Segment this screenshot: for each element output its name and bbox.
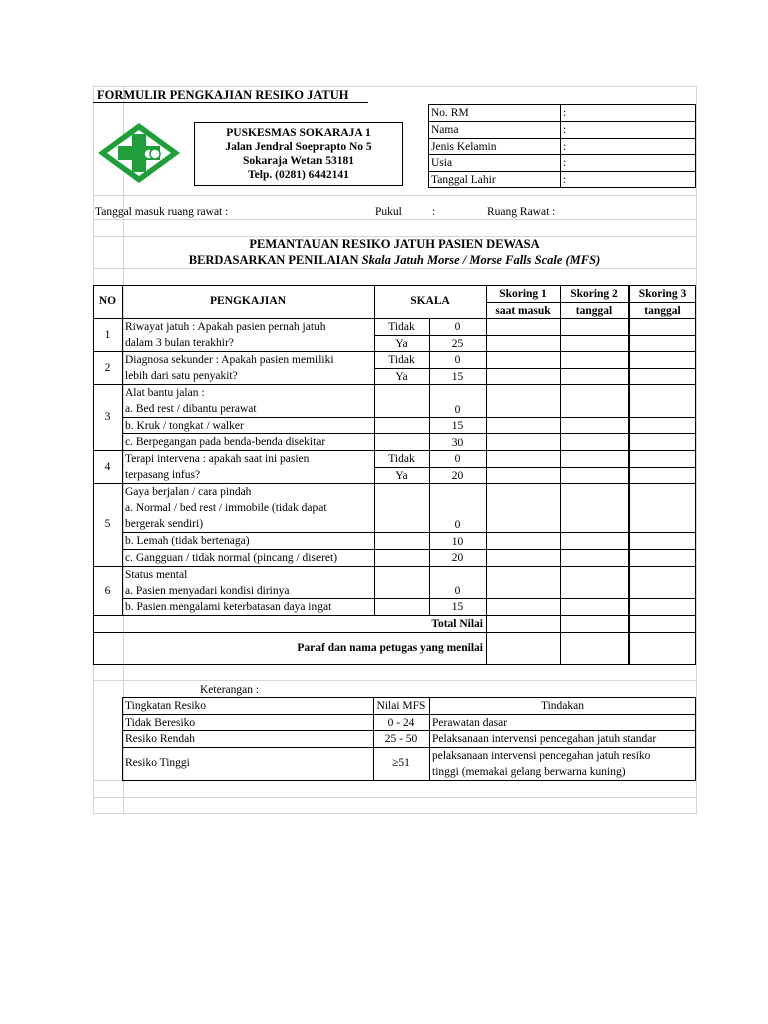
item-6-val-15: 15 xyxy=(451,601,464,613)
item-4-no: 4 xyxy=(104,461,111,473)
item-5-text-5: c. Gangguan / tidak normal (pincang / diseret) xyxy=(125,552,338,564)
field-label-no-rm: No. RM xyxy=(431,107,469,119)
legend-row-3-level: Resiko Tinggi xyxy=(125,757,190,769)
header-skoring-2: Skoring 2 xyxy=(570,288,618,300)
legend-row-2-level: Resiko Rendah xyxy=(125,733,195,745)
legend-header-level: Tingkatan Resiko xyxy=(125,700,207,712)
clinic-info-box xyxy=(194,122,403,186)
total-label: Total Nilai xyxy=(431,618,483,630)
admission-date-label: Tanggal masuk ruang rawat : xyxy=(95,206,229,218)
field-value-nama[interactable]: : xyxy=(563,124,567,136)
item-3-val-30: 30 xyxy=(451,437,464,449)
admission-room-label: Ruang Rawat : xyxy=(487,206,556,218)
item-4-text-2: terpasang infus? xyxy=(125,469,201,481)
item-3-val-0: 0 xyxy=(454,404,461,416)
item-5-text-3: bergerak sendiri) xyxy=(125,518,204,530)
item-6-no: 6 xyxy=(104,585,111,597)
field-value-no-rm[interactable]: : xyxy=(563,107,567,119)
header-skoring-3: Skoring 3 xyxy=(638,288,687,300)
field-label-tanggal-lahir: Tanggal Lahir xyxy=(431,174,496,186)
item-1-opt-ya: Ya xyxy=(395,338,408,350)
clinic-logo xyxy=(96,121,182,185)
item-6-val-0: 0 xyxy=(454,585,461,597)
header-no: NO xyxy=(98,295,117,307)
item-1-text-1: Riwayat jatuh : Apakah pasien pernah jatuh xyxy=(125,321,326,333)
item-4-text-1: Terapi intervena : apakah saat ini pasien xyxy=(125,453,310,465)
field-value-jenis-kelamin[interactable]: : xyxy=(563,141,567,153)
item-5-val-10: 10 xyxy=(451,536,464,548)
legend-header-mfs: Nilai MFS xyxy=(376,700,426,712)
item-1-val-25: 25 xyxy=(451,338,464,350)
item-1-val-0: 0 xyxy=(454,321,461,333)
item-4-opt-tidak: Tidak xyxy=(388,453,415,465)
legend-row-3-action-1: pelaksanaan intervensi pencegahan jatuh resiko xyxy=(432,750,651,762)
section-title-2-italic: Skala Jatuh Morse / Morse Falls Scale (MFS) xyxy=(361,253,601,267)
item-5-val-20: 20 xyxy=(451,552,464,564)
header-skoring-1-sub: saat masuk xyxy=(495,305,551,317)
legend-title: Keterangan : xyxy=(200,684,260,696)
field-value-usia[interactable]: : xyxy=(563,157,567,169)
item-3-text-4: c. Berpegangan pada benda-benda disekitar xyxy=(125,436,326,448)
legend-row-3-action-2: tinggi (memakai gelang berwarna kuning) xyxy=(432,766,626,778)
item-6-text-1: Status mental xyxy=(125,569,188,581)
item-2-no: 2 xyxy=(104,362,111,374)
clinic-phone: Telp. (0281) 6442141 xyxy=(248,169,349,181)
item-1-no: 1 xyxy=(104,329,111,341)
item-6-text-2: a. Pasien menyadari kondisi dirinya xyxy=(125,585,290,597)
item-4-val-0: 0 xyxy=(454,453,461,465)
item-2-opt-tidak: Tidak xyxy=(388,354,415,366)
item-5-no: 5 xyxy=(104,518,111,530)
clinic-address-1: Jalan Jendral Soeprapto No 5 xyxy=(225,141,372,153)
item-1-opt-tidak: Tidak xyxy=(388,321,415,333)
item-3-no: 3 xyxy=(104,411,111,423)
item-2-opt-ya: Ya xyxy=(395,371,408,383)
item-4-val-20: 20 xyxy=(451,470,464,482)
section-title-2-prefix: BERDASARKAN PENILAIAN xyxy=(188,253,359,267)
item-6-text-3: b. Pasien mengalami keterbatasan daya ingat xyxy=(125,601,332,613)
field-label-nama: Nama xyxy=(431,124,459,136)
legend-row-1-action: Perawatan dasar xyxy=(432,717,508,729)
legend-row-2-range: 25 - 50 xyxy=(384,733,418,745)
item-1-text-2: dalam 3 bulan terakhir? xyxy=(125,337,234,349)
form-title: FORMULIR PENGKAJIAN RESIKO JATUH xyxy=(97,88,349,102)
header-skala: SKALA xyxy=(410,295,450,307)
header-pengkajian: PENGKAJIAN xyxy=(209,295,287,307)
clinic-name: PUSKESMAS SOKARAJA 1 xyxy=(226,127,371,139)
section-title-2 xyxy=(93,253,696,267)
item-2-text-2: lebih dari satu penyakit? xyxy=(125,370,238,382)
item-5-text-2: a. Normal / bed rest / immobile (tidak dapat xyxy=(125,502,327,514)
sign-label: Paraf dan nama petugas yang menilai xyxy=(297,642,483,654)
item-4-opt-ya: Ya xyxy=(395,470,408,482)
item-5-val-0: 0 xyxy=(454,519,461,531)
legend-row-1-range: 0 - 24 xyxy=(387,717,415,729)
legend-row-3-range: ≥51 xyxy=(392,757,410,769)
item-2-val-15: 15 xyxy=(451,371,464,383)
header-skoring-3-sub: tanggal xyxy=(644,305,681,317)
item-3-val-15: 15 xyxy=(451,420,464,432)
item-2-text-1: Diagnosa sekunder : Apakah pasien memiliki xyxy=(125,354,334,366)
item-3-text-2: a. Bed rest / dibantu perawat xyxy=(125,403,257,415)
item-3-text-1: Alat bantu jalan : xyxy=(125,387,205,399)
clinic-address-2: Sokaraja Wetan 53181 xyxy=(243,155,354,167)
item-5-text-1: Gaya berjalan / cara pindah xyxy=(125,486,252,498)
legend-row-2-action: Pelaksanaan intervensi pencegahan jatuh standar xyxy=(432,733,657,745)
legend-row-1-level: Tidak Beresiko xyxy=(125,717,196,729)
item-5-text-4: b. Lemah (tidak bertenaga) xyxy=(125,535,250,547)
admission-time-sep: : xyxy=(432,206,436,218)
admission-time-label: Pukul xyxy=(375,206,402,218)
field-label-jenis-kelamin: Jenis Kelamin xyxy=(431,141,497,153)
field-label-usia: Usia xyxy=(431,157,453,169)
clinic-logo-icon xyxy=(96,121,182,185)
section-title-1: PEMANTAUAN RESIKO JATUH PASIEN DEWASA xyxy=(249,237,540,251)
header-skoring-2-sub: tanggal xyxy=(575,305,613,317)
legend-header-action: Tindakan xyxy=(540,700,585,712)
item-3-text-3: b. Kruk / tongkat / walker xyxy=(125,420,244,432)
field-value-tanggal-lahir[interactable]: : xyxy=(563,174,567,186)
item-2-val-0: 0 xyxy=(454,354,461,366)
header-skoring-1: Skoring 1 xyxy=(499,288,547,300)
